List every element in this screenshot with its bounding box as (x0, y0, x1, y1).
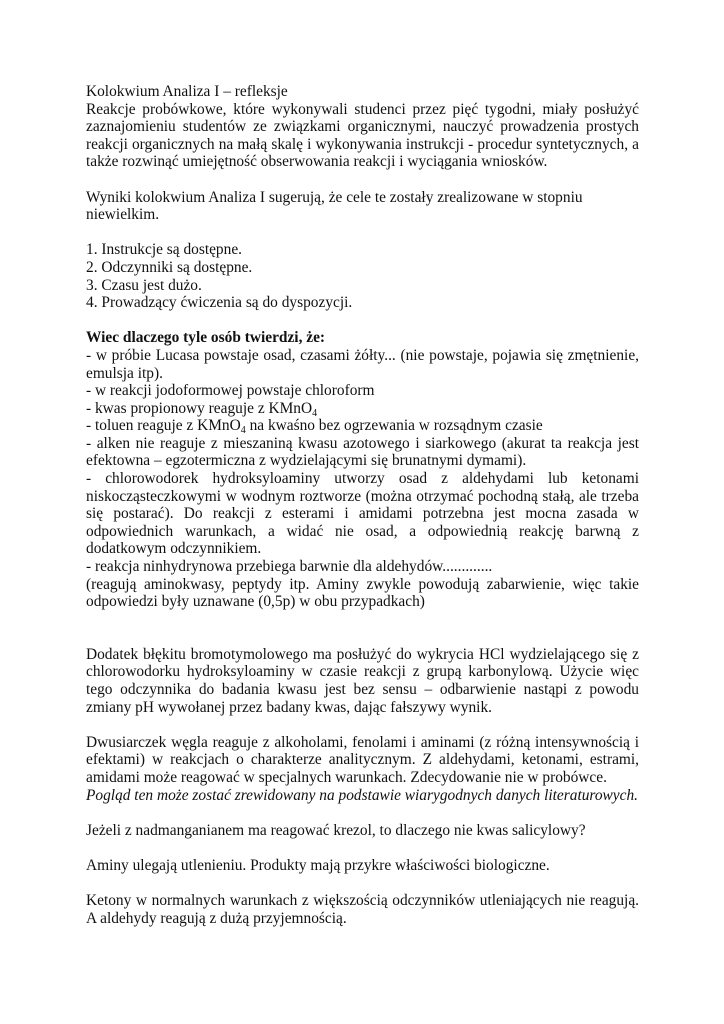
document-title: Kolokwium Analiza I – refleksje (86, 83, 288, 100)
cs2-paragraph: Dwusiarczek węgla reaguje z alkoholami, fenolami i aminami (z różną intensywnością i efektami) w reakcjach o charakterze analitycznym. Z aldehydami, ketonami, estrami, amidami może reagować w specjalnych warunkach. Zdecydowanie nie w probówce. (86, 733, 639, 786)
claims-section (86, 329, 639, 611)
cresol-paragraph: Jeżeli z nadmanganianem ma reagować krezol, to dlaczego nie kwas salicylowy? (86, 821, 586, 839)
claim-hydroxylamine: - chlorowodorek hydroksyloaminy utworzy osad z aldehydami lub ketonami niskocząsteczkowymi w wodnym roztworze (można otrzymać pochodną stałą, ale trzeba się postarać). Do reakcji z esterami i amidami potrzebna jest mocna zasada w odpowiednich warunkach, a widać nie osad, a odpowiednią reakcję barwną z dodatkowym odczynnikiem. (86, 470, 639, 558)
numbered-list (86, 241, 639, 311)
cs2-section (86, 734, 639, 804)
bromothymol-paragraph: Dodatek błękitu bromotymolowego ma posłużyć do wykrycia HCl wydzielającego się z chlorowodorku hydroksyloaminy w czasie reakcji z grupą karbonylową. Użycie więc tego odczynnika do badania kwasu jest bez sensu – odbarwienie nastąpi z powodu zmiany pH wywołanej przez badany kwas, dając fałszywy wynik. (86, 645, 639, 716)
list-item: 4. Prowadzący ćwiczenia są do dyspozycji. (86, 294, 353, 312)
claim-alkene: - alken nie reaguje z mieszaniną kwasu azotowego i siarkowego (akurat ta reakcja jest efektowna – egzotermiczna z wydzielającymi się brunatnymi dymami). (86, 434, 639, 470)
claim-ninhydrin: - reakcja ninhydrynowa przebiega barwnie dla aldehydów............. (86, 558, 493, 576)
amines-paragraph: Aminy ulegają utlenieniu. Produkty mają przykre właściwości biologiczne. (86, 856, 550, 874)
list-item: 2. Odczynniki są dostępne. (86, 258, 253, 276)
claim-propionic-text: - kwas propionowy reaguje z KMnO (86, 399, 313, 417)
claim-toluene-text: - toluen reaguje z KMnO (86, 417, 241, 435)
question-heading: Wiec dlaczego tyle osób twierdzi, że: (86, 329, 326, 347)
cs2-italic-note: Pogląd ten może zostać zrewidowany na podstawie wiarygodnych danych literaturowych. (86, 786, 639, 804)
claim-iodoform: - w reakcji jodoformowej powstaje chloroform (86, 382, 375, 400)
list-item: 3. Czasu jest dużo. (86, 276, 202, 294)
subscript-4: 4 (312, 407, 318, 419)
claim-ninhydrin-note: (reagują aminokwasy, peptydy itp. Aminy zwykle powodują zabarwienie, więc takie odpowiedzi były uznawane (0,5p) w obu przypadkach) (86, 575, 639, 611)
subscript-4: 4 (240, 425, 246, 437)
claim-lucas: - w próbie Lucasa powstaje osad, czasami żółty... (nie powstaje, pojawia się zmętnienie, emulsja itp). (86, 346, 639, 382)
list-item: 1. Instrukcje są dostępne. (86, 241, 243, 259)
results-paragraph: Wyniki kolokwium Analiza I sugerują, że cele te zostały zrealizowane w stopniu niewielkim. (86, 188, 583, 224)
intro-paragraph: Reakcje probówkowe, które wykonywali studenci przez pięć tygodni, miały posłużyć zaznajomieniu studentów ze związkami organicznymi, nauczyć prowadzenia prostych reakcji organicznych na małą skalę i wykonywania instrukcji - procedur syntetycznych, a także rozwinąć umiejętność obserwowania reakcji i wyciągania wniosków. (86, 100, 639, 171)
claim-toluene (86, 417, 639, 435)
claim-toluene-rest: na kwaśno bez ogrzewania w rozsądnym czasie (245, 417, 543, 435)
ketones-paragraph: Ketony w normalnych warunkach z większością odczynników utleniających nie reagują. A aldehydy reagują z dużą przyjemnością. (86, 892, 639, 927)
document-page (86, 83, 639, 927)
claim-propionic (86, 400, 639, 418)
